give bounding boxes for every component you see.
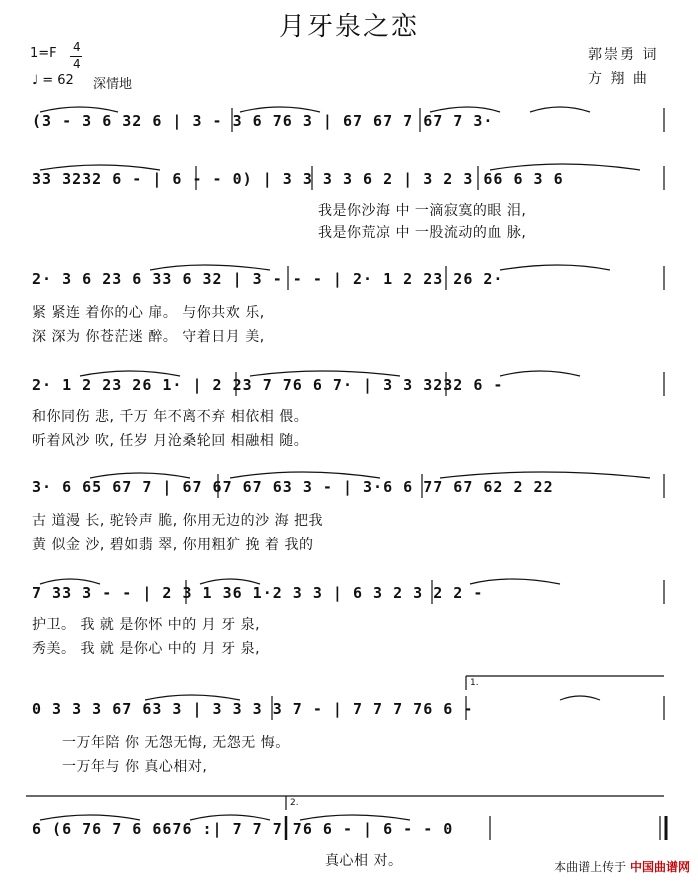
tempo-marking: ♩ = 62 — [32, 73, 74, 88]
upload-text: 本曲谱上传于 — [554, 860, 627, 874]
lyric-line-5b: 黄 似金 沙, 碧如翡 翠, 你用粗犷 挽 着 我的 — [32, 537, 314, 553]
lyric-line-3b: 深 深为 你苍茫迷 醉。 守着日月 美, — [32, 329, 265, 345]
slur — [470, 579, 560, 584]
expression-marking: 深情地 — [93, 77, 133, 92]
site-logo-text[interactable]: 中国曲谱网 — [629, 860, 690, 874]
notation-system-6: 7 33 3 - - | 2 3 1 36 1·2 3 3 | 6 3 2 3 2 2 - — [32, 584, 484, 602]
lyric-line-6b: 秀美。 我 就 是你心 中的 月 牙 泉, — [32, 641, 261, 657]
first-ending-label: 1. — [470, 678, 479, 688]
notation-system-3: 2· 3 6 23 6 33 6 32 | 3 - - - | 2· 1 2 23 26 2· — [32, 270, 504, 288]
time-signature-top: 4 — [73, 40, 81, 54]
notation-system-5: 3· 6 65 67 7 | 67 67 67 63 3 - | 3·6 6 77 67 62 2 22 — [32, 478, 554, 496]
slur — [530, 107, 590, 112]
lyric-line-4a: 和你同伤 悲, 千万 年不离不弃 相依相 偎。 — [32, 409, 309, 425]
lyric-line-5a: 古 道漫 长, 驼铃声 脆, 你用无边的沙 海 把我 — [32, 513, 324, 529]
notation-system-1: (3 - 3 6 32 6 | 3 - 3 6 76 3 | 67 67 7 67 7 3· — [32, 112, 494, 130]
lyric-line-3a: 紧 紧连 着你的心 扉。 与你共欢 乐, — [32, 305, 265, 321]
song-title: 月牙泉之恋 — [278, 12, 419, 42]
slur — [500, 371, 580, 376]
lyricist-credit: 郭崇勇 词 — [588, 47, 659, 63]
slur — [560, 696, 600, 700]
notation-system-2: 33 3232 6 - | 6 - - 0) | 3 3 3 3 6 2 | 3 2 3 66 6 3 6 — [32, 170, 564, 188]
site-footer — [554, 858, 690, 875]
second-ending-label: 2. — [290, 798, 299, 808]
key-signature: 1=F — [30, 46, 57, 61]
lyric-line-7b: 一万年与 你 真心相对, — [62, 759, 208, 775]
notation-system-7: 0 3 3 3 67 63 3 | 3 3 3 3 7 - | 7 7 7 76 6 - — [32, 700, 474, 718]
slur — [500, 265, 610, 270]
lyric-line-4b: 听着风沙 吹, 任岁 月沧桑轮回 相融相 随。 — [32, 433, 309, 449]
composer-credit: 方 翔 曲 — [588, 71, 649, 87]
lyric-line-2b: 我是你荒凉 中 一股流动的血 脉, — [318, 225, 527, 241]
lyric-line-8a: 真心相 对。 — [325, 853, 403, 869]
lyric-line-2a: 我是你沙海 中 一滴寂寞的眼 泪, — [318, 203, 527, 219]
lyric-line-7a: 一万年陪 你 无怨无悔, 无怨无 悔。 — [62, 735, 290, 751]
notation-system-8: 6 (6 76 7 6 6676 :| 7 7 7 76 6 - | 6 - - 0 — [32, 820, 454, 838]
lyric-line-6a: 护卫。 我 就 是你怀 中的 月 牙 泉, — [32, 617, 261, 633]
notation-system-4: 2· 1 2 23 26 1· | 2 23 7 76 6 7· | 3 3 3232 6 - — [32, 376, 504, 394]
time-signature-bottom: 4 — [73, 57, 81, 71]
